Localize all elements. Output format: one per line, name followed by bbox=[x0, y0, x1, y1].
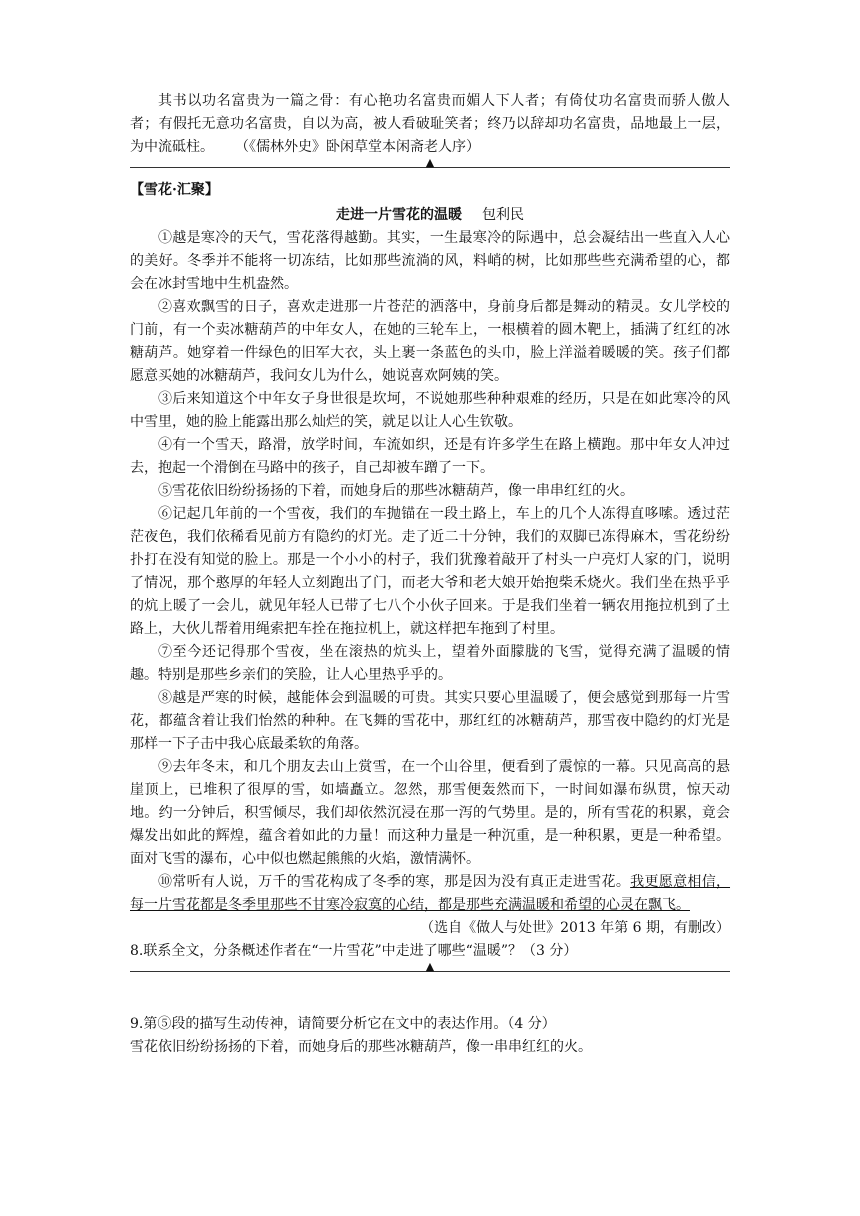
answer-space bbox=[130, 979, 730, 1013]
article-paragraph: ②喜欢飘雪的日子，喜欢走进那一片苍茫的洒落中，身前身后都是舞动的精灵。女儿学校的门前，有一个卖冰糖葫芦的中年女人，在她的三轮车上，一根横着的圆木靶上，插满了红红的冰糖葫芦。她穿着一件绿色的旧军大衣，头上裹一条蓝色的头巾，脸上洋溢着暖暖的笑。孩子们都愿意买她的冰糖葫芦，我问女儿为什么，她说喜欢阿姨的笑。 bbox=[130, 299, 730, 384]
article-title: 走进一片雪花的温暖 bbox=[336, 207, 462, 223]
last-paragraph-text: ⑩常听有人说，万千的雪花构成了冬季的寒，那是因为没有真正走进雪花。 bbox=[158, 874, 631, 890]
exam-page bbox=[130, 90, 730, 1059]
triangle-icon: ▲ bbox=[425, 156, 435, 169]
question-9: 9.第⑤段的描写生动传神，请简要分析它在文中的表达作用。（4 分） bbox=[130, 1016, 556, 1032]
question-8: 8.联系全文，分条概述作者在“一片雪花”中走进了哪些“温暖”？（3 分） bbox=[130, 943, 578, 959]
underlined-sentence: 我更愿意相信，每一片雪花都是冬季里那些不甘寒冷寂寞的心结，都是那些充满温暖和希望的心灵在飘飞。 bbox=[130, 874, 731, 913]
article-paragraph: ⑤雪花依旧纷纷扬扬的下着，而她身后的那些冰糖葫芦，像一串串红红的火。 bbox=[158, 483, 634, 499]
article-paragraph: ⑦至今还记得那个雪夜，坐在滚热的炕头上，望着外面朦胧的飞雪，觉得充满了温暖的情趣。特别是那些乡亲们的笑脸，让人心里热乎乎的。 bbox=[130, 644, 730, 683]
article-paragraph: ①越是寒冷的天气，雪花落得越勤。其实，一生最寒冷的际遇中，总会凝结出一些直入人心的美好。冬季并不能将一切冻结，比如那些流淌的风，料峭的树，比如那些些充满希望的心，都会在冰封雪地中生机盎然。 bbox=[130, 230, 730, 292]
section-label: 【雪花·汇聚】 bbox=[130, 182, 219, 198]
question-9-quote: 雪花依旧纷纷扬扬的下着，而她身后的那些冰糖葫芦，像一串串红红的火。 bbox=[130, 1039, 592, 1055]
article-paragraph: ③后来知道这个中年女子身世很是坎坷，不说她那些种种艰难的经历，只是在如此寒冷的风中雪里，她的脸上能露出那么灿烂的笑，就足以让人心生钦敬。 bbox=[130, 391, 730, 430]
intro-text: 其书以功名富贵为一篇之骨：有心艳功名富贵而媚人下人者；有倚仗功名富贵而骄人傲人者；有假托无意功名富贵，自以为高，被人看破耻笑者；终乃以辞却功名富贵，品地最上一层，为中流砥柱。 bbox=[130, 93, 730, 155]
triangle-icon: ▲ bbox=[425, 960, 435, 973]
article-author: 包利民 bbox=[482, 207, 524, 223]
intro-source: （《儒林外史》卧闲草堂本闲斋老人序） bbox=[242, 139, 480, 155]
article-paragraph: ⑥记起几年前的一个雪夜，我们的车抛锚在一段土路上，车上的几个人冻得直哆嗦。透过茫茫夜色，我们依稀看见前方有隐约的灯光。走了近二十分钟，我们的双脚已冻得麻木，雪花纷纷扑打在没有知觉的脸上。那是一个小小的村子，我们犹豫着敲开了村头一户亮灯人家的门，说明了情况，那个憨厚的年轻人立刻跑出了门，而老大爷和老大娘开始抱柴禾烧火。我们坐在热乎乎的炕上暖了一会儿，就见年轻人已带了七八个小伙子回来。于是我们坐着一辆农用拖拉机到了土路上，大伙儿帮着用绳索把车拴在拖拉机上，就这样把车拖到了村里。 bbox=[130, 506, 730, 637]
article-title-row bbox=[130, 203, 730, 227]
article-paragraph: ⑧越是严寒的时候，越能体会到温暖的可贵。其实只要心里温暖了，便会感觉到那每一片雪花，都蕴含着让我们怡然的种种。在飞舞的雪花中，那红红的冰糖葫芦，那雪夜中隐约的灯光是那样一下子击中我心底最柔软的角落。 bbox=[130, 690, 730, 752]
article-paragraph: ④有一个雪天，路滑，放学时间，车流如织，还是有许多学生在路上横跑。那中年女人冲过去，抱起一个滑倒在马路中的孩子，自己却被车蹭了一下。 bbox=[130, 437, 730, 476]
article-last-paragraph bbox=[130, 871, 730, 917]
intro-paragraph bbox=[130, 90, 730, 159]
article-source: （选自《做人与处世》2013 年第 6 期，有删改） bbox=[420, 920, 730, 936]
article-paragraph: ⑨去年冬末，和几个朋友去山上赏雪，在一个山谷里，便看到了震惊的一幕。只见高高的悬崖顶上，已堆积了很厚的雪，如墙矗立。忽然，那雪便轰然而下，一时间如瀑布纵贯，惊天动地。约一分钟后，积雪倾尽，我们却依然沉浸在那一泻的气势里。是的，所有雪花的积累，竟会爆发出如此的辉煌，蕴含着如此的力量！而这种力量是一种沉重，是一种积累，更是一种希望。面对飞雪的瀑布，心中似也燃起熊熊的火焰，激情满怀。 bbox=[130, 759, 730, 867]
answer-divider bbox=[130, 961, 730, 979]
section-divider bbox=[130, 157, 730, 175]
